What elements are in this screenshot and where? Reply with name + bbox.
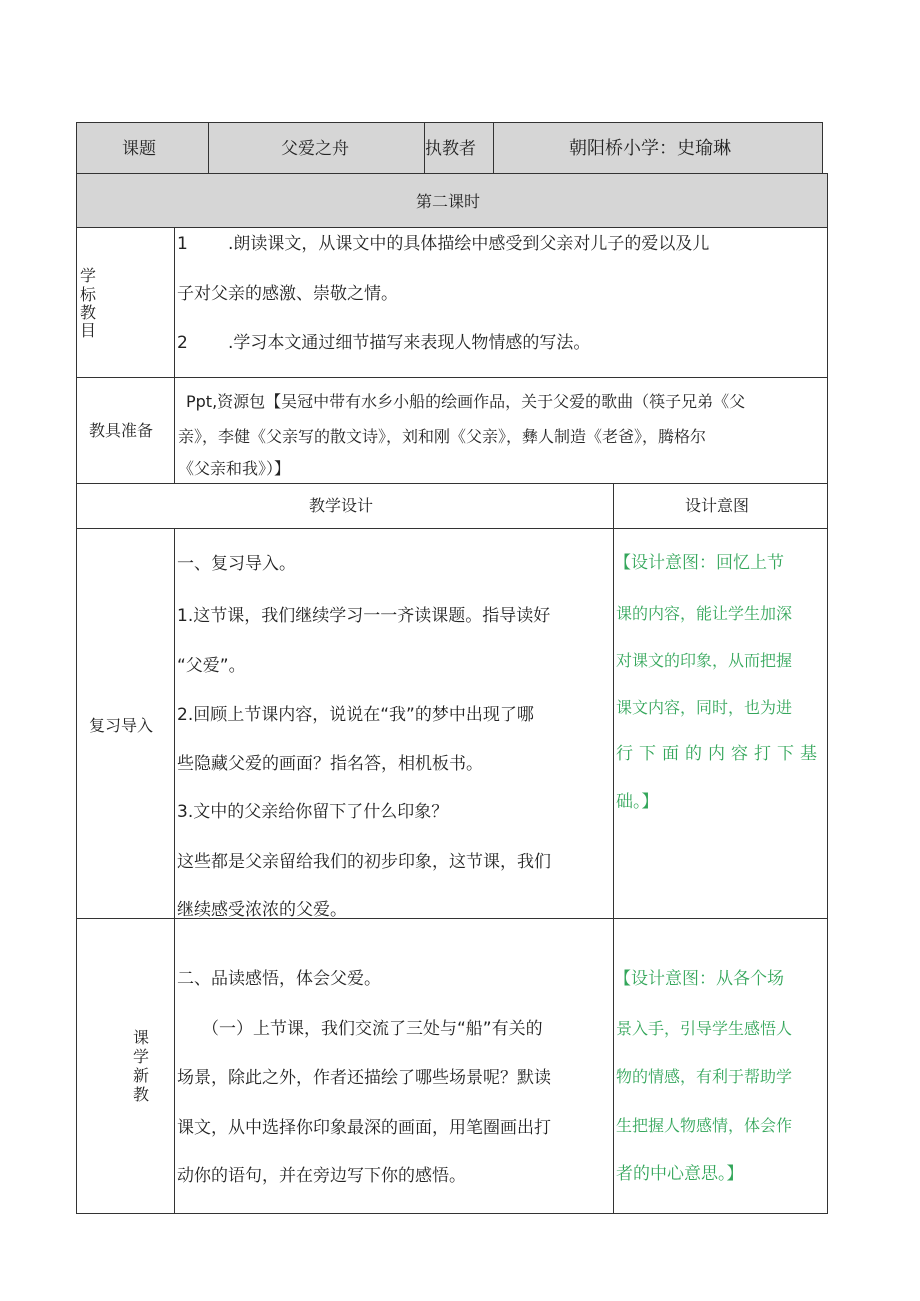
table-border — [76, 173, 828, 174]
review-intent-line: 【设计意图：回忆上节 — [614, 553, 784, 573]
newlesson-intent-line: 【设计意图：从各个场 — [614, 969, 784, 989]
table-border — [493, 122, 494, 174]
materials-text: 《父亲和我》）】 — [178, 459, 291, 478]
review-line: 1.这节课，我们继续学习一一齐读课题。指导读好 — [177, 606, 551, 626]
newlesson-label-char: 新 — [132, 1066, 149, 1085]
table-border — [174, 528, 175, 1214]
table-border — [174, 227, 175, 484]
goal-1-number: 1 — [177, 234, 188, 254]
review-intent-line: 课的内容，能让学生加深 — [616, 604, 793, 623]
table-border — [208, 122, 209, 174]
newlesson-label-char: 课 — [132, 1028, 149, 1047]
review-intent-line: 行下面的内容打下基 — [616, 744, 823, 764]
table-border — [76, 1213, 828, 1214]
goal-2-text: .学习本文通过细节描写来表现人物情感的写法。 — [228, 333, 591, 353]
session-title: 第二课时 — [416, 192, 481, 211]
review-line: 这些都是父亲留给我们的初步印象，这节课，我们 — [177, 852, 551, 872]
review-intent-line: 课文内容，同时，也为进 — [616, 698, 793, 717]
goals-label-char: 学 — [79, 266, 96, 285]
review-intent-line: 础。】 — [616, 792, 659, 812]
table-border — [827, 173, 828, 1214]
newlesson-intent-line: 物的情感，有利于帮助学 — [616, 1067, 793, 1086]
goal-2-number: 2 — [177, 333, 188, 353]
topic-value: 父爱之舟 — [281, 139, 349, 159]
review-line: 继续感受浓浓的父爱。 — [177, 900, 347, 920]
goals-label-char: 教 — [79, 303, 96, 322]
table-border — [76, 122, 77, 1214]
newlesson-intent-line: 者的中心意思。】 — [616, 1164, 744, 1184]
newlesson-line: 课文，从中选择你印象最深的画面，用笔圈画出打 — [177, 1118, 551, 1138]
materials-text: Ppt,资源包【吴冠中带有水乡小船的绘画作品，关于父爱的歌曲（筷子兄弟《父 — [186, 392, 746, 411]
newlesson-label-char: 教 — [132, 1085, 149, 1104]
review-line: “父爱”。 — [177, 656, 246, 676]
newlesson-line: 二、品读感悟，体会父爱。 — [177, 969, 381, 989]
review-intent-line: 对课文的印象，从而把握 — [616, 651, 793, 670]
goal-1-text: .朗读课文，从课文中的具体描绘中感受到父亲对儿子的爱以及儿 — [228, 234, 710, 254]
newlesson-line: 动你的语句，并在旁边写下你的感悟。 — [177, 1166, 466, 1186]
newlesson-label-char: 学 — [132, 1047, 149, 1066]
goals-label-char: 标 — [79, 285, 96, 304]
teacher-value: 朝阳桥小学：史瑜琳 — [569, 138, 731, 159]
table-border — [822, 122, 823, 174]
goal-1-text: 子对父亲的感激、崇敬之情。 — [177, 284, 398, 304]
review-line: 2.回顾上节课内容，说说在“我”的梦中出现了哪 — [177, 705, 534, 725]
newlesson-intent-line: 生把握人物感情，体会作 — [616, 1116, 793, 1135]
table-border — [76, 483, 828, 484]
table-border — [76, 122, 823, 123]
table-border — [76, 528, 828, 529]
materials-label: 教具准备 — [89, 421, 154, 440]
newlesson-line: （一）上节课，我们交流了三处与“船”有关的 — [202, 1019, 543, 1039]
table-border — [613, 483, 614, 1214]
review-line: 一、复习导入。 — [177, 554, 296, 574]
column-header-intent: 设计意图 — [685, 496, 750, 515]
newlesson-line: 场景，除此之外，作者还描绘了哪些场景呢？默读 — [177, 1068, 551, 1088]
newlesson-intent-line: 景入手，引导学生感悟人 — [616, 1019, 793, 1038]
column-header-design: 教学设计 — [309, 496, 374, 515]
teacher-label: 执教者 — [425, 139, 476, 159]
topic-label: 课题 — [122, 139, 156, 159]
review-label: 复习导入 — [89, 716, 154, 735]
materials-text: 亲》，李健《父亲写的散文诗》，刘和刚《父亲》，彝人制造《老爸》，腾格尔 — [178, 427, 707, 446]
table-border — [76, 227, 828, 228]
table-border — [76, 377, 828, 378]
review-line: 些隐藏父爱的画面？指名答，相机板书。 — [177, 754, 483, 774]
goals-label-char: 目 — [79, 321, 96, 340]
review-line: 3.文中的父亲给你留下了什么印象？ — [177, 802, 449, 822]
